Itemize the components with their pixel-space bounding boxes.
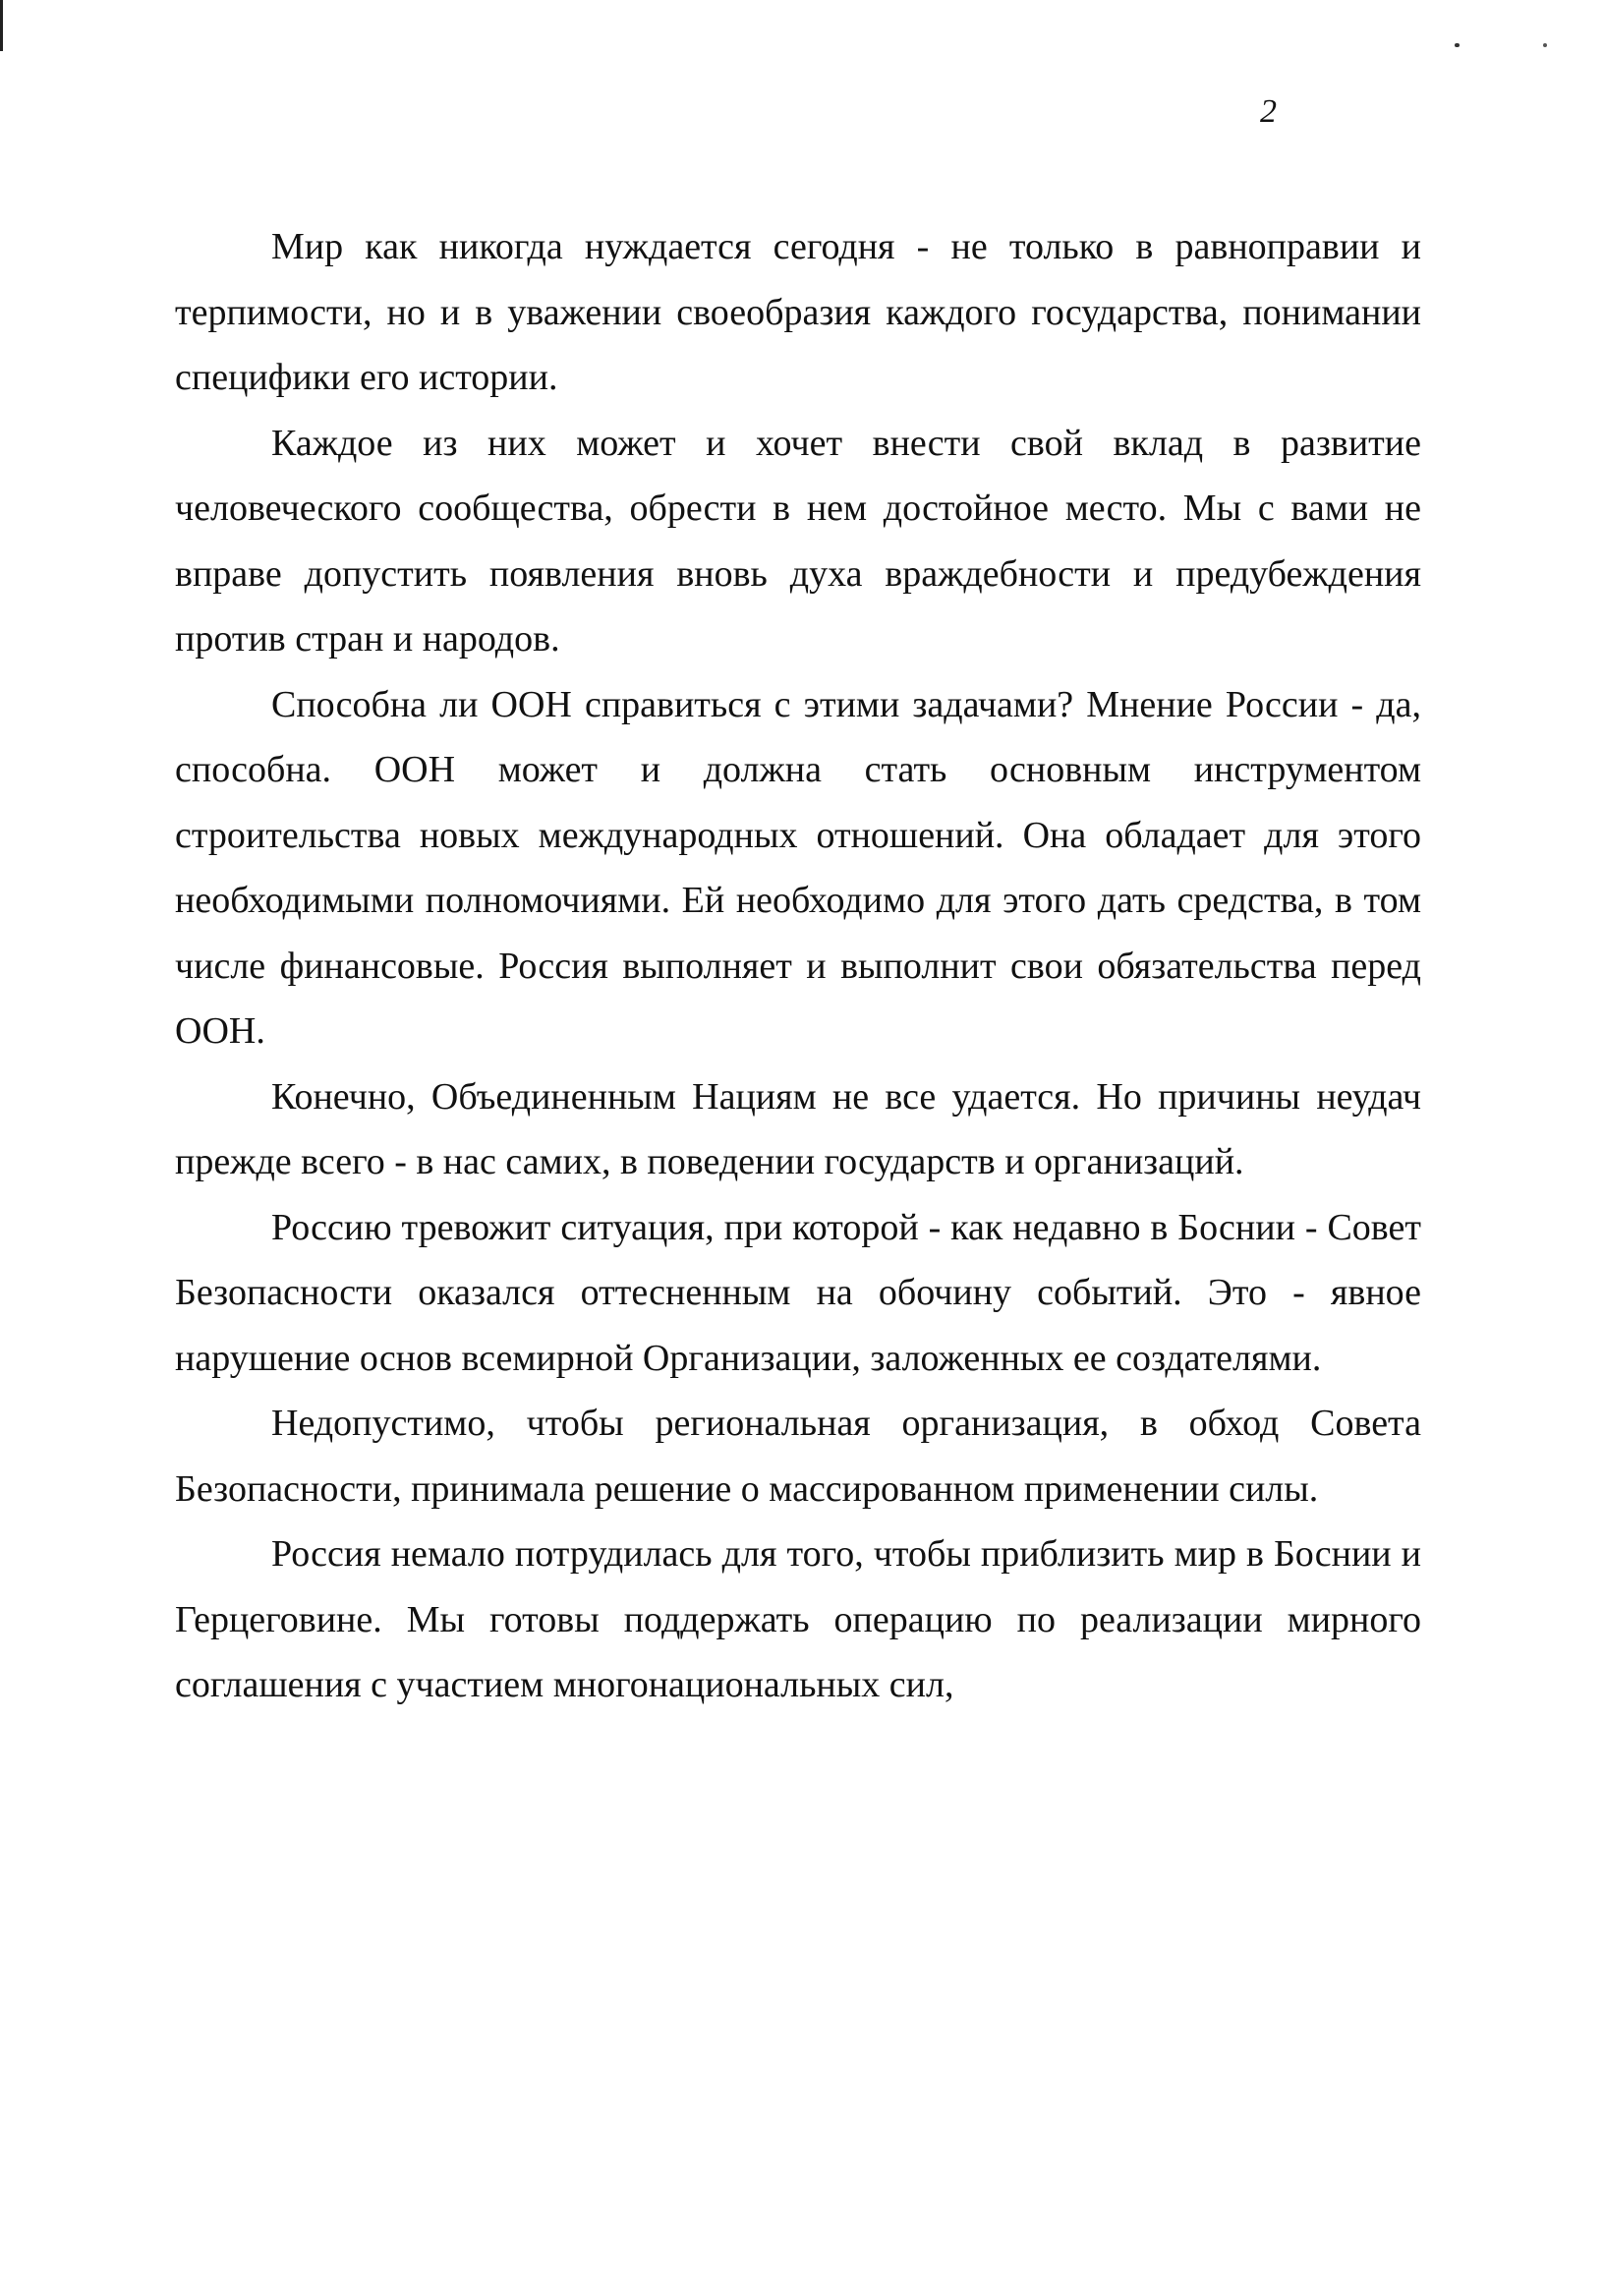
paragraph: Россию тревожит ситуация, при которой - как недавно в Боснии - Совет Безопасности оказался оттесненным на обочину событий. Это - явное нарушение основ всемирной Организации, заложенных ее создателями. xyxy=(175,1206,1421,1379)
scan-speck xyxy=(1455,43,1460,47)
paragraph: Конечно, Объединенным Нациям не все удается. Но причины неудач прежде всего - в нас самих, в поведении государств и организаций. xyxy=(175,1075,1421,1182)
paragraph: Россия немало потрудилась для того, чтобы приблизить мир в Боснии и Герцеговине. Мы готовы поддержать операцию по реализации мирного соглашения с участием многонациональных сил, xyxy=(175,1533,1421,1705)
paragraph: Каждое из них может и хочет внести свой вклад в развитие человеческого сообщества, обрести в нем достойное место. Мы с вами не вправе допустить появления вновь духа враждебности и предубеждения против стран и народов. xyxy=(175,422,1421,660)
paragraph: Недопустимо, чтобы региональная организация, в обход Совета Безопасности, принимала решение о массированном применении силы. xyxy=(175,1403,1421,1510)
page-number: 2 xyxy=(1260,93,1277,130)
paragraph: Мир как никогда нуждается сегодня - не только в равноправии и терпимости, но и в уважении своеобразия каждого государства, понимании специфики его истории. xyxy=(175,226,1421,398)
scan-speck xyxy=(1543,43,1547,47)
paragraph: Способна ли ООН справиться с этими задачами? Мнение России - да, способна. ООН может и должна стать основным инструментом строительства новых международных отношений. Она обладает для этого необходимыми полномочиями. Ей необходимо для этого дать средства, в том числе финансовые. Россия выполняет и выполнит свои обязательства перед ООН. xyxy=(175,683,1421,1052)
body-text xyxy=(175,214,1421,1718)
scan-edge-mark xyxy=(0,0,3,51)
